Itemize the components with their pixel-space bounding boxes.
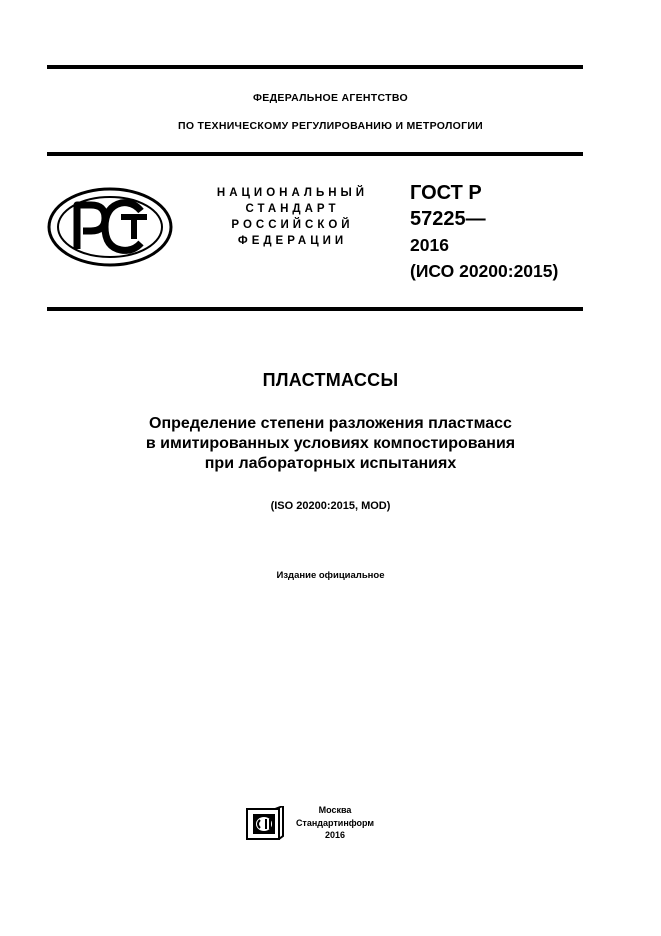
header-rule xyxy=(47,152,583,156)
top-rule xyxy=(47,65,583,69)
standard-type-line: ФЕДЕРАЦИИ xyxy=(237,235,348,247)
publisher-year: 2016 xyxy=(324,830,346,840)
standartinform-logo-icon xyxy=(245,806,285,842)
publisher-block xyxy=(290,804,380,842)
gost-number: 57225— xyxy=(410,208,486,230)
standard-type-line: НАЦИОНАЛЬНЫЙ xyxy=(216,187,369,199)
publisher-city: Москва xyxy=(318,805,352,815)
iso-modification: (ISO 20200:2015, MOD) xyxy=(270,500,391,512)
edition-note: Издание официальное xyxy=(276,570,385,581)
subtitle-line: при лабораторных испытаниях xyxy=(204,455,457,472)
standard-type-line: РОССИЙСКОЙ xyxy=(231,219,354,231)
gost-year: 2016 xyxy=(410,235,449,255)
gost-iso-reference: (ИСО 20200:2015) xyxy=(410,261,559,281)
agency-line-1: ФЕДЕРАЛЬНОЕ АГЕНТСТВО xyxy=(253,92,408,104)
document-subtitle xyxy=(0,414,661,474)
rst-certification-logo-icon xyxy=(47,187,173,267)
agency-line-2: ПО ТЕХНИЧЕСКОМУ РЕГУЛИРОВАНИЮ И МЕТРОЛОГИИ xyxy=(177,120,484,132)
bottom-header-rule xyxy=(47,307,583,311)
publisher-name: Стандартинформ xyxy=(295,817,375,828)
gost-label: ГОСТ Р xyxy=(410,182,482,204)
document-title: ПЛАСТМАССЫ xyxy=(262,370,399,390)
gost-designation xyxy=(410,180,558,284)
subtitle-line: Определение степени разложения пластмасс xyxy=(149,415,512,432)
standard-type-block xyxy=(205,185,380,249)
subtitle-line: в имитированных условиях компостирования xyxy=(145,435,516,452)
standard-type-line: СТАНДАРТ xyxy=(245,203,340,215)
